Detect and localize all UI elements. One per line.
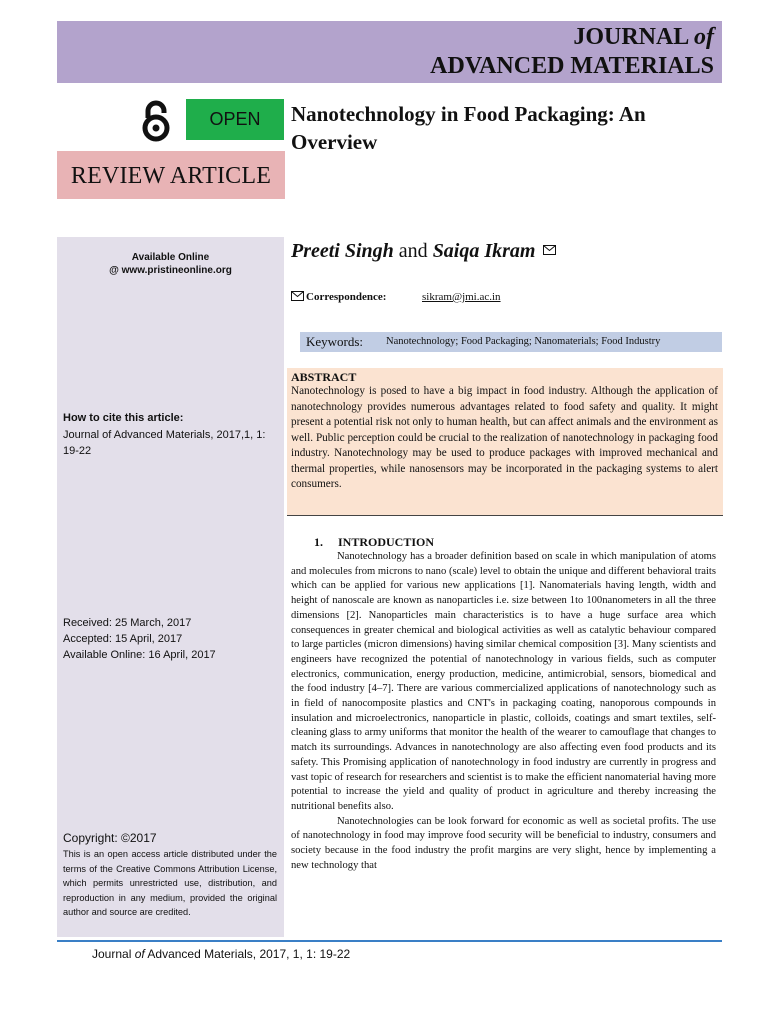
envelope-icon bbox=[291, 291, 304, 301]
correspondence-email-link[interactable]: sikram@jmi.ac.in bbox=[422, 291, 501, 303]
available-online-date: Available Online: 16 April, 2017 bbox=[63, 649, 216, 661]
cite-heading: How to cite this article: bbox=[63, 412, 184, 424]
keywords-label: Keywords: bbox=[306, 334, 364, 349]
open-access-badge: OPEN bbox=[186, 99, 284, 140]
article-dates bbox=[63, 615, 279, 663]
journal-name-line2: ADVANCED MATERIALS bbox=[430, 53, 714, 79]
journal-name-line1: JOURNAL of bbox=[573, 24, 714, 50]
author-name: Saiqa Ikram bbox=[432, 240, 536, 262]
article-type-label: REVIEW ARTICLE bbox=[57, 151, 285, 199]
open-access-icon bbox=[134, 100, 178, 142]
abstract-text: Nanotechnology is posed to have a big impact in food industry. Although the application of nanotechnology provides numerous advantages related to food safety and quality. It might present a potential risk not only to human health, but can affect animals and the environment as well. Public perception could be crucial to the realization of nanotechnology in packaging food industry. Nanotechnology may be used to produce packages with improved mechanical and thermal properties, while nanosensors may be incorporated in the packaging systems to alert consumers. bbox=[291, 385, 718, 490]
keywords-bar bbox=[300, 332, 722, 352]
footer-divider bbox=[57, 940, 722, 942]
author-name: Preeti Singh bbox=[291, 240, 394, 262]
envelope-icon bbox=[543, 245, 556, 255]
author-line: Preeti Singh and Saiqa Ikram bbox=[291, 238, 556, 264]
sidebar bbox=[57, 237, 284, 937]
accepted-date: Accepted: 15 April, 2017 bbox=[63, 633, 183, 645]
copyright-text: This is an open access article distributed under the terms of the Creative Commons Attribution License, which permits unrestricted use, distribution, and reproduction in any medium, provided the original author and source are credited. bbox=[63, 849, 277, 917]
paragraph: Nanotechnologies can be look forward for economic as well as societal profits. The use of nanotechnology in food may improve food security will be beneficial to industry, consumers and society because in the food industry the profit margins are very slight, hence by implementing a new technology that bbox=[291, 815, 716, 871]
received-date: Received: 25 March, 2017 bbox=[63, 617, 192, 629]
section-heading: 1. INTRODUCTION bbox=[314, 535, 435, 549]
journal-banner bbox=[57, 21, 722, 83]
citation-text: Journal of Advanced Materials, 2017,1, 1: 19-22 bbox=[63, 429, 266, 457]
correspondence-label: Correspondence: bbox=[306, 291, 387, 303]
paragraph: Nanotechnology has a broader definition based on scale in which manipulation of atoms and molecules from microns to nano (scale) level to obtain the unique and different behavioral traits which can be applied for various new applications [1]. Nanomaterials having length, width and height of nanoscale are known as nanoparticles i.e. size between 1to 100nanometers in all the three dimensions [2]. Nanoparticles main characteristics is to have a huge surface area which consequences in greater chemical and biological activities as well as catalytic behaviour compared to large particles (micron dimensions) having similar chemical composition [3]. Many scientists and engineers have recognized the potential of nanotechnology in various fields, such as computer electronics, communication, energy production, medicine, antimicrobial, sensors, biomedical and the food industry [4–7]. There are various commercialized applications of nanotechnology such as in field of nanocomposite plastics and CNT's in packaging coating, nanoporous compounds in insulation and microelectronics, nanoparticle in plastic, colloids, coatings and smart textiles, self-cleaning glass to army uniforms that monitor the health of the wearer to camouflage that changes to match its surroundings. Advances in nanotechnology are also affecting even food products and its safety. This Promising application of nanotechnology in food industry are currently in progress and vast topic of research for researchers and scientist is to make the efficient nanomaterial having more potential to increase the yield and quality of product in agriculture and thereby increasing the nutritional benefits also. bbox=[291, 551, 716, 812]
abstract-heading: ABSTRACT bbox=[291, 370, 357, 384]
footer-citation: Journal of Advanced Materials, 2017, 1, 1: 19-22 bbox=[92, 947, 351, 961]
availability-note: Available Online @ www.pristineonline.org bbox=[109, 252, 232, 276]
copyright-heading: Copyright: ©2017 bbox=[63, 831, 157, 845]
keywords-list: Nanotechnology; Food Packaging; Nanomaterials; Food Industry bbox=[386, 336, 661, 347]
article-title: Nanotechnology in Food Packaging: An Overview bbox=[291, 102, 646, 154]
body-text bbox=[291, 550, 716, 873]
correspondence bbox=[291, 290, 501, 304]
abstract-box bbox=[287, 368, 723, 516]
